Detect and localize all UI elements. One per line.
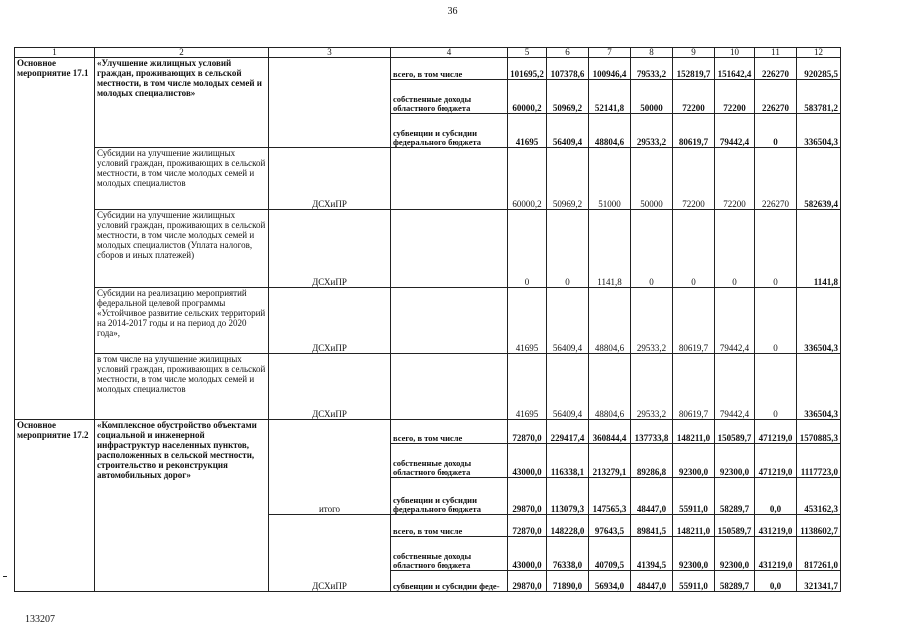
agency-cell: ДСХиПР — [269, 148, 391, 210]
header-cell: 9 — [673, 48, 715, 58]
value-cell: 1141,8 — [589, 210, 631, 288]
total-cell: 1138602,7 — [797, 515, 841, 537]
header-row — [15, 48, 841, 58]
activity-title-cell: «Комплексное обустройство объектами социальной и инженерной инфраструктур населенных пунктов, расположенных в сельской местности, строительство и реконструкция автомобильных дорог» — [95, 420, 269, 592]
value-cell: 50969,2 — [547, 80, 589, 114]
value-cell: 100946,4 — [589, 58, 631, 80]
value-cell: 471219,0 — [755, 444, 797, 478]
source-cell: всего, в том числе — [391, 515, 508, 537]
header-cell: 1 — [15, 48, 95, 58]
value-cell: 79442,4 — [715, 354, 755, 420]
value-cell: 51000 — [589, 148, 631, 210]
total-cell: 1141,8 — [797, 210, 841, 288]
total-cell: 336504,3 — [797, 354, 841, 420]
total-cell: 1117723,0 — [797, 444, 841, 478]
value-cell: 52141,8 — [589, 80, 631, 114]
value-cell: 116338,1 — [547, 444, 589, 478]
value-cell: 0 — [755, 288, 797, 354]
value-cell: 0 — [755, 210, 797, 288]
value-cell: 0,0 — [755, 571, 797, 592]
value-cell: 71890,0 — [547, 571, 589, 592]
value-cell: 151642,4 — [715, 58, 755, 80]
total-cell: 1570885,3 — [797, 420, 841, 444]
description-cell: Субсидии на улучшение жилищных условий граждан, проживающих в сельской местности, в том числе молодых семей и молодых специалистов (Уплата налогов, сборов и иных платежей) — [95, 210, 269, 288]
value-cell: 29533,2 — [631, 354, 673, 420]
value-cell: 43000,0 — [508, 537, 547, 571]
activity-title-cell: «Улучшение жилищных условий граждан, проживающих в сельской местности, в том числе молодых семей и молодых специалистов» — [95, 58, 269, 148]
total-cell: 336504,3 — [797, 288, 841, 354]
source-cell: всего, в том числе — [391, 58, 508, 80]
value-cell: 92300,0 — [715, 537, 755, 571]
value-cell: 89841,5 — [631, 515, 673, 537]
source-cell: субвенции и субсидии федерального бюджета — [391, 478, 508, 515]
total-cell: 321341,7 — [797, 571, 841, 592]
value-cell: 137733,8 — [631, 420, 673, 444]
table-row — [15, 58, 841, 80]
value-cell: 148228,0 — [547, 515, 589, 537]
value-cell: 431219,0 — [755, 537, 797, 571]
value-cell: 80619,7 — [673, 354, 715, 420]
header-cell: 10 — [715, 48, 755, 58]
value-cell: 55911,0 — [673, 478, 715, 515]
total-cell: 817261,0 — [797, 537, 841, 571]
table-row — [15, 288, 841, 354]
value-cell: 41394,5 — [631, 537, 673, 571]
value-cell: 0 — [547, 210, 589, 288]
header-cell: 11 — [755, 48, 797, 58]
value-cell: 150589,7 — [715, 515, 755, 537]
value-cell: 0 — [631, 210, 673, 288]
value-cell: 72200 — [715, 148, 755, 210]
value-cell: 40709,5 — [589, 537, 631, 571]
source-cell: собственные доходы областного бюджета — [391, 80, 508, 114]
value-cell: 50969,2 — [547, 148, 589, 210]
value-cell: 471219,0 — [755, 420, 797, 444]
value-cell: 360844,4 — [589, 420, 631, 444]
description-cell: Субсидии на реализацию мероприятий федеральной целевой программы «Устойчивое развитие сельских территорий на 2014-2017 годы и на период до 2020 года», — [95, 288, 269, 354]
value-cell: 97643,5 — [589, 515, 631, 537]
value-cell: 113079,3 — [547, 478, 589, 515]
value-cell: 72200 — [673, 148, 715, 210]
value-cell: 226270 — [755, 80, 797, 114]
value-cell: 58289,7 — [715, 478, 755, 515]
value-cell: 431219,0 — [755, 515, 797, 537]
value-cell: 50000 — [631, 80, 673, 114]
total-cell: 336504,3 — [797, 114, 841, 148]
value-cell: 0,0 — [755, 478, 797, 515]
header-cell: 12 — [797, 48, 841, 58]
value-cell: 29870,0 — [508, 478, 547, 515]
header-cell: 5 — [508, 48, 547, 58]
value-cell: 89286,8 — [631, 444, 673, 478]
value-cell: 56409,4 — [547, 288, 589, 354]
value-cell: 79442,4 — [715, 114, 755, 148]
value-cell: 29870,0 — [508, 571, 547, 592]
value-cell: 92300,0 — [715, 444, 755, 478]
document-code: 133207 — [25, 614, 55, 625]
value-cell: 148211,0 — [673, 515, 715, 537]
value-cell: 56934,0 — [589, 571, 631, 592]
table-row — [15, 420, 841, 444]
table-row — [15, 210, 841, 288]
value-cell: 80619,7 — [673, 288, 715, 354]
value-cell: 226270 — [755, 58, 797, 80]
total-cell: 583781,2 — [797, 80, 841, 114]
value-cell: 0 — [755, 114, 797, 148]
value-cell: 76338,0 — [547, 537, 589, 571]
header-cell: 6 — [547, 48, 589, 58]
table-row — [15, 148, 841, 210]
value-cell: 48804,6 — [589, 354, 631, 420]
value-cell: 92300,0 — [673, 537, 715, 571]
value-cell: 48804,6 — [589, 288, 631, 354]
agency-cell: ДСХиПР — [269, 288, 391, 354]
value-cell: 92300,0 — [673, 444, 715, 478]
source-cell: субвенции и субсидии феде- — [391, 571, 508, 592]
value-cell: 0 — [715, 210, 755, 288]
page-number: 36 — [447, 6, 458, 17]
value-cell: 29533,2 — [631, 114, 673, 148]
value-cell: 229417,4 — [547, 420, 589, 444]
value-cell: 101695,2 — [508, 58, 547, 80]
value-cell: 226270 — [755, 148, 797, 210]
header-cell: 8 — [631, 48, 673, 58]
description-cell: Субсидии на улучшение жилищных условий граждан, проживающих в сельской местности, в том числе молодых семей и молодых специалистов — [95, 148, 269, 210]
value-cell: 0 — [673, 210, 715, 288]
value-cell: 60000,2 — [508, 148, 547, 210]
header-cell: 4 — [391, 48, 508, 58]
source-cell: всего, в том числе — [391, 420, 508, 444]
value-cell: 29533,2 — [631, 288, 673, 354]
value-cell: 72870,0 — [508, 420, 547, 444]
value-cell: 55911,0 — [673, 571, 715, 592]
value-cell: 60000,2 — [508, 80, 547, 114]
agency-cell: ДСХиПР — [269, 354, 391, 420]
value-cell: 41695 — [508, 354, 547, 420]
margin-mark — [3, 576, 7, 577]
header-cell: 7 — [589, 48, 631, 58]
value-cell: 56409,4 — [547, 354, 589, 420]
header-cell: 3 — [269, 48, 391, 58]
agency-cell: ДСХиПР — [269, 515, 391, 592]
value-cell: 41695 — [508, 288, 547, 354]
agency-cell: итого — [269, 420, 391, 515]
value-cell: 48804,6 — [589, 114, 631, 148]
total-cell: 920285,5 — [797, 58, 841, 80]
agency-cell: ДСХиПР — [269, 210, 391, 288]
description-cell: в том числе на улучшение жилищных условий граждан, проживающих в сельской местности, в том числе молодых семей и молодых специалистов — [95, 354, 269, 420]
value-cell: 79533,2 — [631, 58, 673, 80]
value-cell: 0 — [508, 210, 547, 288]
value-cell: 150589,7 — [715, 420, 755, 444]
value-cell: 147565,3 — [589, 478, 631, 515]
budget-table — [14, 47, 841, 592]
source-cell: собственные доходы областного бюджета — [391, 537, 508, 571]
total-cell: 582639,4 — [797, 148, 841, 210]
table-row — [15, 354, 841, 420]
value-cell: 72870,0 — [508, 515, 547, 537]
value-cell: 56409,4 — [547, 114, 589, 148]
value-cell: 48447,0 — [631, 478, 673, 515]
value-cell: 43000,0 — [508, 444, 547, 478]
value-cell: 152819,7 — [673, 58, 715, 80]
header-cell: 2 — [95, 48, 269, 58]
value-cell: 41695 — [508, 114, 547, 148]
value-cell: 79442,4 — [715, 288, 755, 354]
value-cell: 0 — [755, 354, 797, 420]
value-cell: 148211,0 — [673, 420, 715, 444]
total-cell: 453162,3 — [797, 478, 841, 515]
activity-code-cell: Основное мероприятие 17.1 — [15, 58, 95, 420]
source-cell: субвенции и субсидии федерального бюджета — [391, 114, 508, 148]
value-cell: 107378,6 — [547, 58, 589, 80]
value-cell: 72200 — [673, 80, 715, 114]
value-cell: 50000 — [631, 148, 673, 210]
value-cell: 58289,7 — [715, 571, 755, 592]
value-cell: 213279,1 — [589, 444, 631, 478]
value-cell: 80619,7 — [673, 114, 715, 148]
source-cell: собственные доходы областного бюджета — [391, 444, 508, 478]
value-cell: 48447,0 — [631, 571, 673, 592]
value-cell: 72200 — [715, 80, 755, 114]
activity-code-cell: Основное мероприятие 17.2 — [15, 420, 95, 592]
